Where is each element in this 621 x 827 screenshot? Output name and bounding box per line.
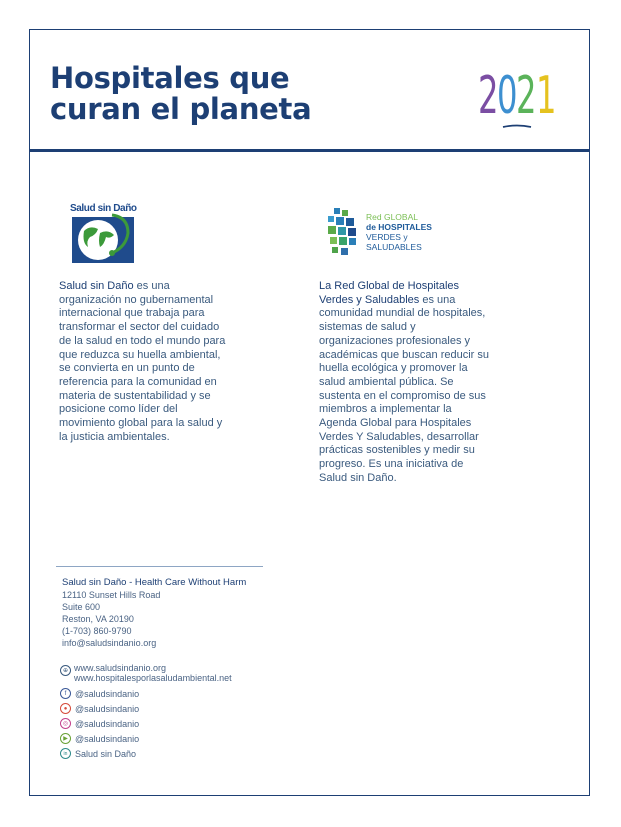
youtube-icon: ▶ bbox=[60, 733, 71, 744]
social-handle: @saludsindanio bbox=[75, 688, 140, 699]
logo-line: Red GLOBAL bbox=[366, 212, 418, 222]
year-digit: 2 bbox=[478, 66, 499, 126]
year-digit: 2 bbox=[516, 66, 537, 126]
social-youtube[interactable] bbox=[60, 733, 139, 744]
website-links bbox=[74, 663, 232, 683]
social-handle: @saludsindanio bbox=[75, 703, 140, 714]
header-divider bbox=[29, 149, 590, 152]
social-twitter[interactable] bbox=[60, 703, 139, 714]
email-link[interactable]: info@saludsindanio.org bbox=[62, 638, 157, 648]
red-global-description bbox=[319, 280, 489, 486]
contact-org-name: Salud sin Daño - Health Care Without Harm bbox=[62, 577, 247, 588]
social-handle: Salud sin Daño bbox=[75, 748, 137, 759]
red-global-logo bbox=[328, 208, 440, 258]
facebook-icon: f bbox=[60, 688, 71, 699]
linkedin-icon: in bbox=[60, 748, 71, 759]
year-digit: 0 bbox=[497, 66, 518, 126]
salud-sin-dano-description bbox=[59, 280, 229, 444]
social-handle: @saludsindanio bbox=[75, 733, 140, 744]
logo-line: de HOSPITALES bbox=[366, 222, 432, 232]
social-handle: @saludsindanio bbox=[75, 718, 140, 729]
social-instagram[interactable] bbox=[60, 718, 139, 729]
year-2021 bbox=[478, 68, 558, 132]
description-body: es una organización no gubernamental internacional que trabaja para transformar el sector del cuidado de la salud en todo el mundo para que reduzca su huella ambiental, se convierta en un punto de referencia para la comunidad en materia de sustentabilidad y se posicione como líder del movimiento global para la salud y la justicia ambientales. bbox=[59, 280, 226, 443]
salud-sin-dano-logo bbox=[70, 203, 136, 263]
website-link[interactable]: www.hospitalesporlasaludambiental.net bbox=[74, 673, 232, 683]
logo-text: Salud sin Daño bbox=[70, 203, 137, 214]
twitter-icon: ● bbox=[60, 703, 71, 714]
instagram-icon: ◎ bbox=[60, 718, 71, 729]
phone-number: (1-703) 860-9790 bbox=[62, 626, 132, 636]
address-line: 12110 Sunset Hills Road bbox=[62, 590, 161, 600]
org-highlight: La Red Global de Hospitales Verdes y Saludables bbox=[319, 280, 460, 306]
address-line: Suite 600 bbox=[62, 602, 101, 612]
footer-divider bbox=[56, 566, 263, 567]
social-linkedin[interactable] bbox=[60, 748, 136, 759]
address-line: Reston, VA 20190 bbox=[62, 614, 134, 624]
social-facebook[interactable] bbox=[60, 688, 139, 699]
website-link[interactable]: www.saludsindanio.org bbox=[74, 663, 167, 673]
description-body: es una comunidad mundial de hospitales, sistemas de salud y organizaciones profesionales y académicas que buscan reducir su huella ecológica y promover la salud ambiental pública. Se sustenta en el compromiso de sus miembros a implementar la Agenda Global para Hospitales Verdes Y Saludables, desarrollar prácticas sostenibles y medir su progreso. Es una iniciativa de Salud sin Daño. bbox=[319, 293, 489, 484]
logo-line: SALUDABLES bbox=[366, 242, 422, 252]
globe-icon: ⊕ bbox=[60, 665, 71, 676]
page-title: Hospitales que curan el planeta bbox=[50, 61, 312, 126]
year-digit: 1 bbox=[536, 66, 557, 126]
underline-swoosh-icon bbox=[502, 124, 532, 130]
logo-line: VERDES y bbox=[366, 232, 408, 242]
org-highlight: Salud sin Daño bbox=[59, 280, 134, 292]
